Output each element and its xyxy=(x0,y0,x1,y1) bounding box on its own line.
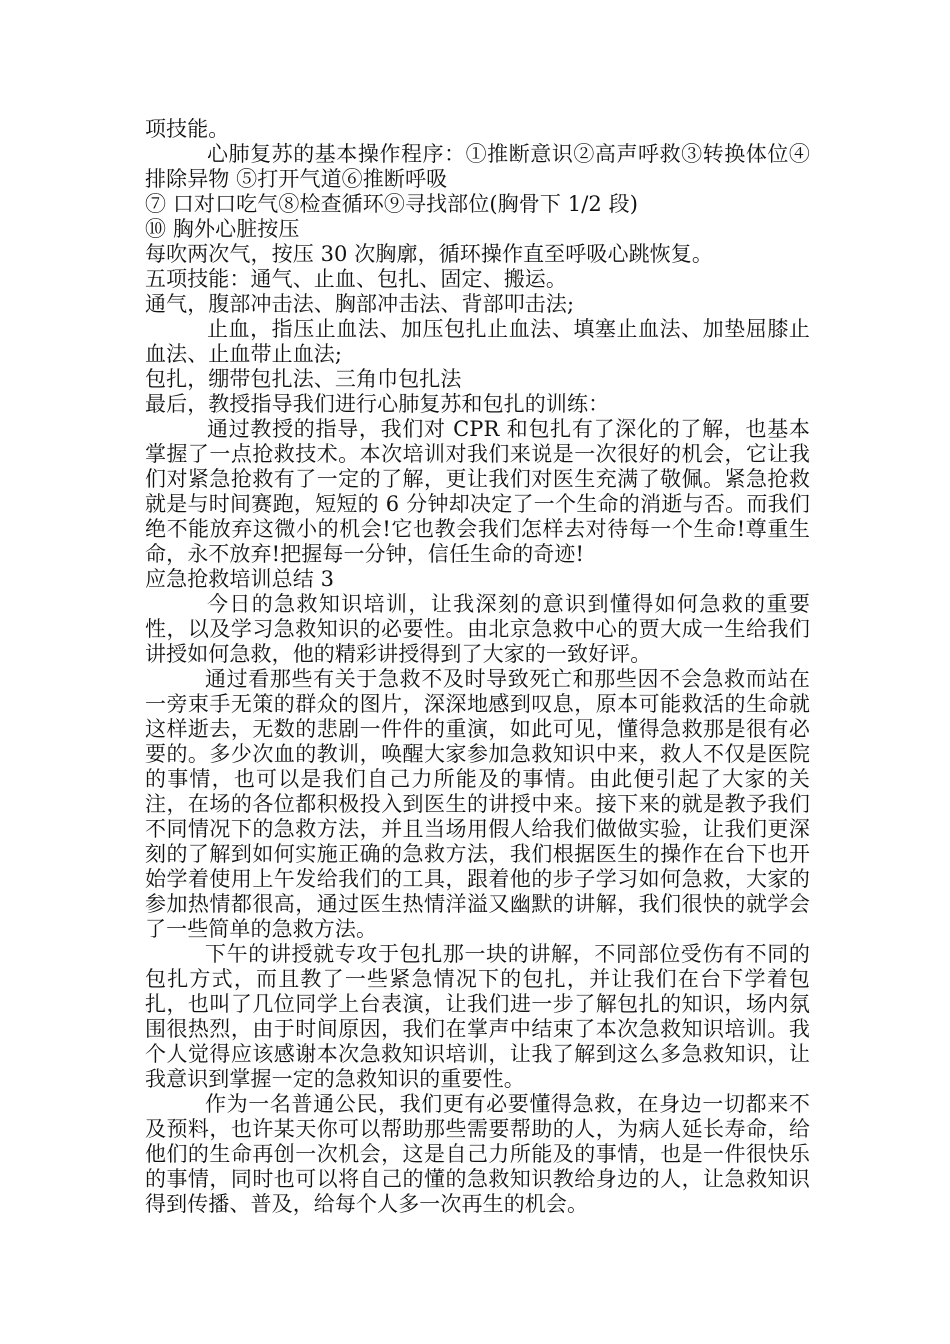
paragraph-cpr-steps-7-9: ⑦ 口对口吃气⑧检查循环⑨寻找部位(胸骨下 1/2 段) xyxy=(145,192,639,216)
paragraph-morning: 通过看那些有关于急救不及时导致死亡和那些因不会急救而站在一旁束手无策的群众的图片，深深地感到叹息，原本可能救活的生命就这样逝去，无数的悲剧一件件的重演，如此可见，懂得急救那是很有必要的。多少次血的教训，唤醒大家参加急救知识中来，救人不仅是医院的事情，也可以是我们自己力所能及的事情。由此便引起了大家的关注，在场的各位都积极投入到医生的讲授中来。接下来的就是教予我们不同情况下的急救方法，并且当场用假人给我们做做实验，让我们更深刻的了解到如何实施正确的急救方法，我们根据医生的操作在台下也开始学着使用上午发给我们的工具，跟着他的步子学习如何急救，大家的参加热情都很高，通过医生热情洋溢又幽默的讲解，我们很快的就学会了一些简单的急救方法。 xyxy=(145,667,810,941)
paragraph-cpr-step-10: ⑩ 胸外心脏按压 xyxy=(145,217,300,241)
paragraph-bandaging: 包扎，绷带包扎法、三角巾包扎法 xyxy=(145,367,462,391)
section-heading: 应急抢救培训总结 3 xyxy=(145,567,335,591)
paragraph-cpr-procedure: 心肺复苏的基本操作程序：①推断意识②高声呼救③转换体位④排除异物 ⑤打开气道⑥推断呼吸 xyxy=(145,142,810,191)
paragraph-ventilation: 通气，腹部冲击法、胸部冲击法、背部叩击法; xyxy=(145,292,575,316)
paragraph-hemostasis: 止血，指压止血法、加压包扎止血法、填塞止血法、加垫屈膝止血法、止血带止血法; xyxy=(145,317,810,366)
document-body xyxy=(145,117,810,1217)
paragraph-afternoon: 下午的讲授就专攻于包扎那一块的讲解，不同部位受伤有不同的包扎方式，而且教了一些紧急情况下的包扎，并让我们在台下学着包扎，也叫了几位同学上台表演，让我们进一步了解包扎的知识，场内氛围很热烈，由于时间原因，我们在掌声中结束了本次急救知识培训。我个人觉得应该感谢本次急救知识培训，让我了解到这么多急救知识，让我意识到掌握一定的急救知识的重要性。 xyxy=(145,942,810,1091)
paragraph-intro: 今日的急救知识培训，让我深刻的意识到懂得如何急救的重要性，以及学习急救知识的必要性。由北京急救中心的贾大成一生给我们讲授如何急救，他的精彩讲授得到了大家的一致好评。 xyxy=(145,592,810,666)
paragraph-continuation: 项技能。 xyxy=(145,117,230,141)
paragraph-reflection: 通过教授的指导，我们对 CPR 和包扎有了深化的了解，也基本掌握了一点抢救技术。本次培训对我们来说是一次很好的机会，它让我们对紧急抢救有了一定的了解，更让我们对医生充满了敬佩。紧急抢救就是与时间赛跑，短短的 6 分钟却决定了一个生命的消逝与否。而我们绝不能放弃这微小的机会!它也教会我们怎样去对待每一个生命!尊重生命，永不放弃!把握每一分钟，信任生命的奇迹! xyxy=(145,417,810,566)
paragraph-compression-cycle: 每吹两次气，按压 30 次胸廓，循环操作直至呼吸心跳恢复。 xyxy=(145,242,713,266)
paragraph-training: 最后，教授指导我们进行心肺复苏和包扎的训练： xyxy=(145,392,610,416)
paragraph-conclusion: 作为一名普通公民，我们更有必要懂得急救，在身边一切都来不及预料，也许某天你可以帮助那些需要帮助的人，为病人延长寿命，给他们的生命再创一次机会，这是自己力所能及的事情，也是一件很快乐的事情，同时也可以将自己的懂的急救知识教给身边的人，让急救知识得到传播、普及，给每个人多一次再生的机会。 xyxy=(145,1092,810,1216)
paragraph-five-skills: 五项技能：通气、止血、包扎、固定、搬运。 xyxy=(145,267,567,291)
